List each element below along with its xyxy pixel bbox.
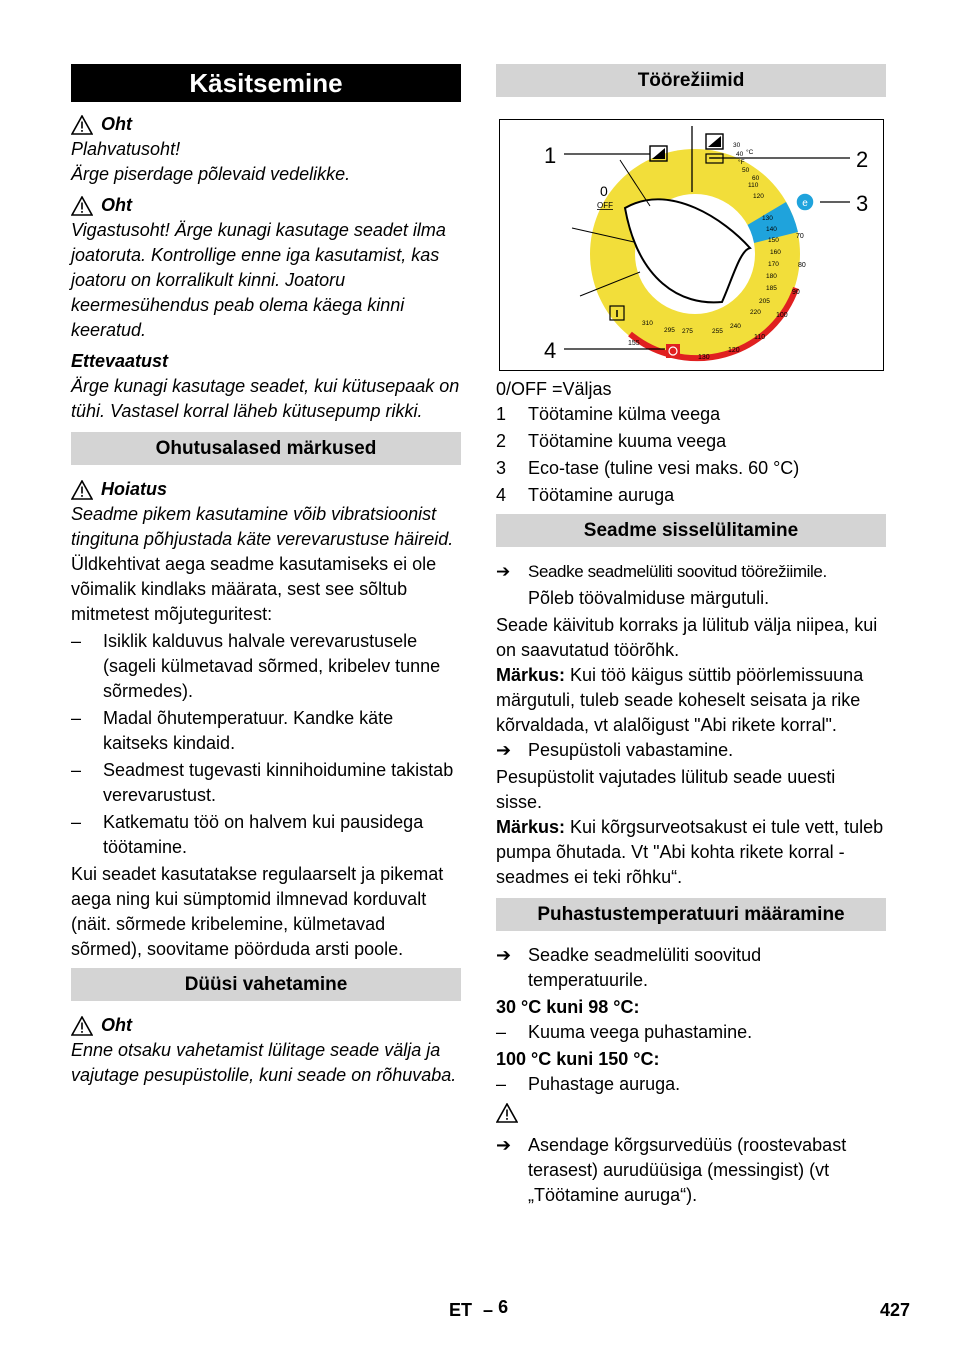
callout-2: 2 (856, 147, 869, 172)
cold-water-icon (650, 146, 667, 161)
caution-text: Ärge kunagi kasutage seadet, kui kütusepaak on tühi. Vastasel korral läheb kütusepump rikki. (71, 376, 460, 421)
danger-text: Enne otsaku vahetamist lülitage seade välja ja vajutage pesupüstolile, kuni seade on rõhuvaba. (71, 1040, 457, 1085)
page-footer-left: ET – 6 (449, 1297, 509, 1320)
svg-text:e: e (802, 198, 808, 209)
svg-text:295: 295 (664, 327, 675, 334)
instruction-step: ➔ Asendage kõrgsurvedüüs (roostevabast terasest) aurudüüsiga (messingist) (vt „Töötamine auruga“). (496, 1133, 886, 1208)
svg-text:°F: °F (738, 159, 745, 166)
svg-text:220: 220 (750, 309, 761, 316)
svg-text:100: 100 (776, 312, 788, 319)
svg-text:70: 70 (796, 233, 804, 240)
arrow-right-icon: ➔ (496, 740, 512, 760)
step-result: Põleb töövalmiduse märgutuli. (528, 588, 770, 608)
caution-label: Ettevaatust (71, 351, 169, 371)
svg-text:30: 30 (733, 142, 741, 149)
danger-text-line: Plahvatusoht! (71, 139, 181, 159)
svg-text:120: 120 (753, 193, 764, 200)
instruction-step: ➔ Pesupüstoli vabastamine. (496, 738, 886, 763)
range-title: 100 °C kuni 150 °C: (496, 1049, 660, 1069)
svg-text:130: 130 (698, 354, 710, 361)
arrow-right-icon: ➔ (496, 945, 512, 965)
svg-text:140: 140 (766, 226, 777, 233)
note: Märkus: Kui töö käigus süttib pöörlemissuuna märgutuli, tuleb seade koheselt seisata ja rike kõrvaldada, vt alalõigust "Abi rikete korral". (496, 665, 864, 735)
danger-text: Vigastusoht! Ärge kunagi kasutage seadet ilma joatoruta. Kontrollige enne iga kasutamist, kas joatoru on korralikult kinni. Joatoru keermesühendus peab olema käega kinni keeratud. (71, 220, 446, 340)
factor-item: – Katkematu töö on halvem kui pausidega töötamine. (71, 812, 424, 857)
callout-1: 1 (544, 143, 557, 168)
dial-illustration (500, 120, 883, 370)
page-title: Käsitsemine (71, 64, 461, 102)
page-number: 427 (880, 1300, 911, 1320)
warning-triangle-icon (71, 115, 93, 135)
danger-heading (71, 1013, 461, 1038)
danger-heading (71, 112, 461, 137)
arrow-right-icon: ➔ (496, 1135, 512, 1155)
dial-off-label: OFF (597, 201, 613, 210)
warning-heading (71, 477, 461, 502)
warning-heading (496, 1103, 886, 1129)
intro-text: Üldkehtivat aega seadme kasutamiseks ei ole võimalik kindlaks määrata, sest see sõltub mitmetest mõjuteguritest: (71, 554, 437, 624)
mode-item: 2 Töötamine kuuma veega (496, 431, 727, 451)
mode-item: 4 Töötamine auruga (496, 485, 675, 505)
svg-text:205: 205 (759, 298, 770, 305)
section-heading-temperature: Puhastustemperatuuri määramine (496, 898, 886, 931)
svg-text:40: 40 (736, 151, 744, 158)
svg-text:160: 160 (770, 249, 781, 256)
svg-text:50: 50 (742, 167, 750, 174)
eco-marker-icon (796, 193, 814, 211)
svg-text:170: 170 (768, 261, 779, 268)
danger-text-line: Ärge piserdage põlevaid vedelikke. (71, 164, 351, 184)
svg-text:°C: °C (746, 149, 754, 156)
danger-heading (71, 193, 461, 218)
arrow-right-icon: ➔ (496, 562, 510, 581)
mode-list (496, 402, 886, 508)
instruction-step: ➔ Seadke seadmelüliti soovitud temperatuurile. (496, 943, 886, 993)
warning-label: Hoiatus (101, 479, 168, 499)
danger-label: Oht (101, 1015, 132, 1035)
section-heading-switch-on: Seadme sisselülitamine (496, 514, 886, 547)
factor-item: – Madal õhutemperatuur. Kandke käte kaitseks kindaid. (71, 708, 394, 753)
steam-icon (666, 344, 680, 358)
local-page-number: 6 (498, 1297, 509, 1317)
warning-text: Seadme pikem kasutamine võib vibratsioonist tingituna põhjustada käte verevarustuse häireid. (71, 504, 454, 549)
dial-zero-label: 0 (600, 183, 608, 199)
factor-item: – Seadmest tugevasti kinnihoidumine takistab verevarustust. (71, 760, 454, 805)
range-title: 30 °C kuni 98 °C: (496, 997, 640, 1017)
svg-text:155: 155 (628, 340, 640, 347)
warning-triangle-icon (71, 1016, 93, 1036)
section-heading-safety: Ohutusalased märkused (71, 432, 461, 465)
paragraph: Pesupüstolit vajutades lülitub seade uuesti sisse. (496, 767, 836, 812)
paragraph: Seade käivitub korraks ja lülitub välja niipea, kui on saavutatud töörõhk. (496, 615, 878, 660)
mode-item: 3 Eco-tase (tuline vesi maks. 60 °C) (496, 458, 800, 478)
instruction-step: ➔ Seadke seadmelüliti soovitud töörežiimile. (496, 559, 886, 584)
warning-triangle-icon (496, 1103, 518, 1123)
svg-text:240: 240 (730, 323, 741, 330)
factor-item: – Isiklik kalduvus halvale verevarustusele (sageli külmetavad sõrmed, kribelev tunne sõrmedes). (71, 631, 441, 701)
svg-text:180: 180 (766, 273, 777, 280)
warning-triangle-icon (71, 480, 93, 500)
svg-text:80: 80 (798, 262, 806, 269)
callout-4: 4 (544, 338, 557, 363)
section-heading-nozzle: Düüsi vahetamine (71, 968, 461, 1001)
svg-text:90: 90 (792, 289, 800, 296)
danger-label: Oht (101, 195, 132, 215)
danger-label: Oht (101, 114, 132, 134)
right-column (496, 64, 886, 1208)
svg-text:310: 310 (642, 320, 653, 327)
svg-text:275: 275 (682, 328, 693, 335)
note: Märkus: Kui kõrgsurveotsakust ei tule vett, tuleb pumpa õhutada. Vt "Abi kohta rikete korral - seadmes ei teki rõhku“. (496, 817, 884, 887)
range-item: – Kuuma veega puhastamine. (496, 1022, 753, 1042)
dial-figure (499, 119, 884, 371)
svg-text:150: 150 (768, 237, 779, 244)
left-column (71, 64, 461, 1088)
language-code: ET (449, 1300, 473, 1320)
svg-text:255: 255 (712, 328, 723, 335)
svg-text:120: 120 (728, 347, 740, 354)
section-heading-modes: Töörežiimid (496, 64, 886, 97)
svg-text:130: 130 (762, 215, 773, 222)
svg-text:60: 60 (752, 175, 760, 182)
warning-triangle-icon (71, 196, 93, 216)
svg-text:110: 110 (748, 182, 759, 189)
range-item: – Puhastage auruga. (496, 1074, 681, 1094)
svg-text:110: 110 (754, 334, 766, 341)
svg-text:185: 185 (766, 285, 777, 292)
mode-off-row: 0/OFF =Väljas (496, 379, 612, 399)
advice-text: Kui seadet kasutatakse regulaarselt ja pikemat aega ning kui sümptomid ilmnevad korduvalt (näit. sõrmede kribelemine, külmetavad sõrmed), soovitame pöörduda arsti poole. (71, 864, 444, 959)
callout-3: 3 (856, 191, 869, 216)
mode-item: 1 Töötamine külma veega (496, 404, 721, 424)
